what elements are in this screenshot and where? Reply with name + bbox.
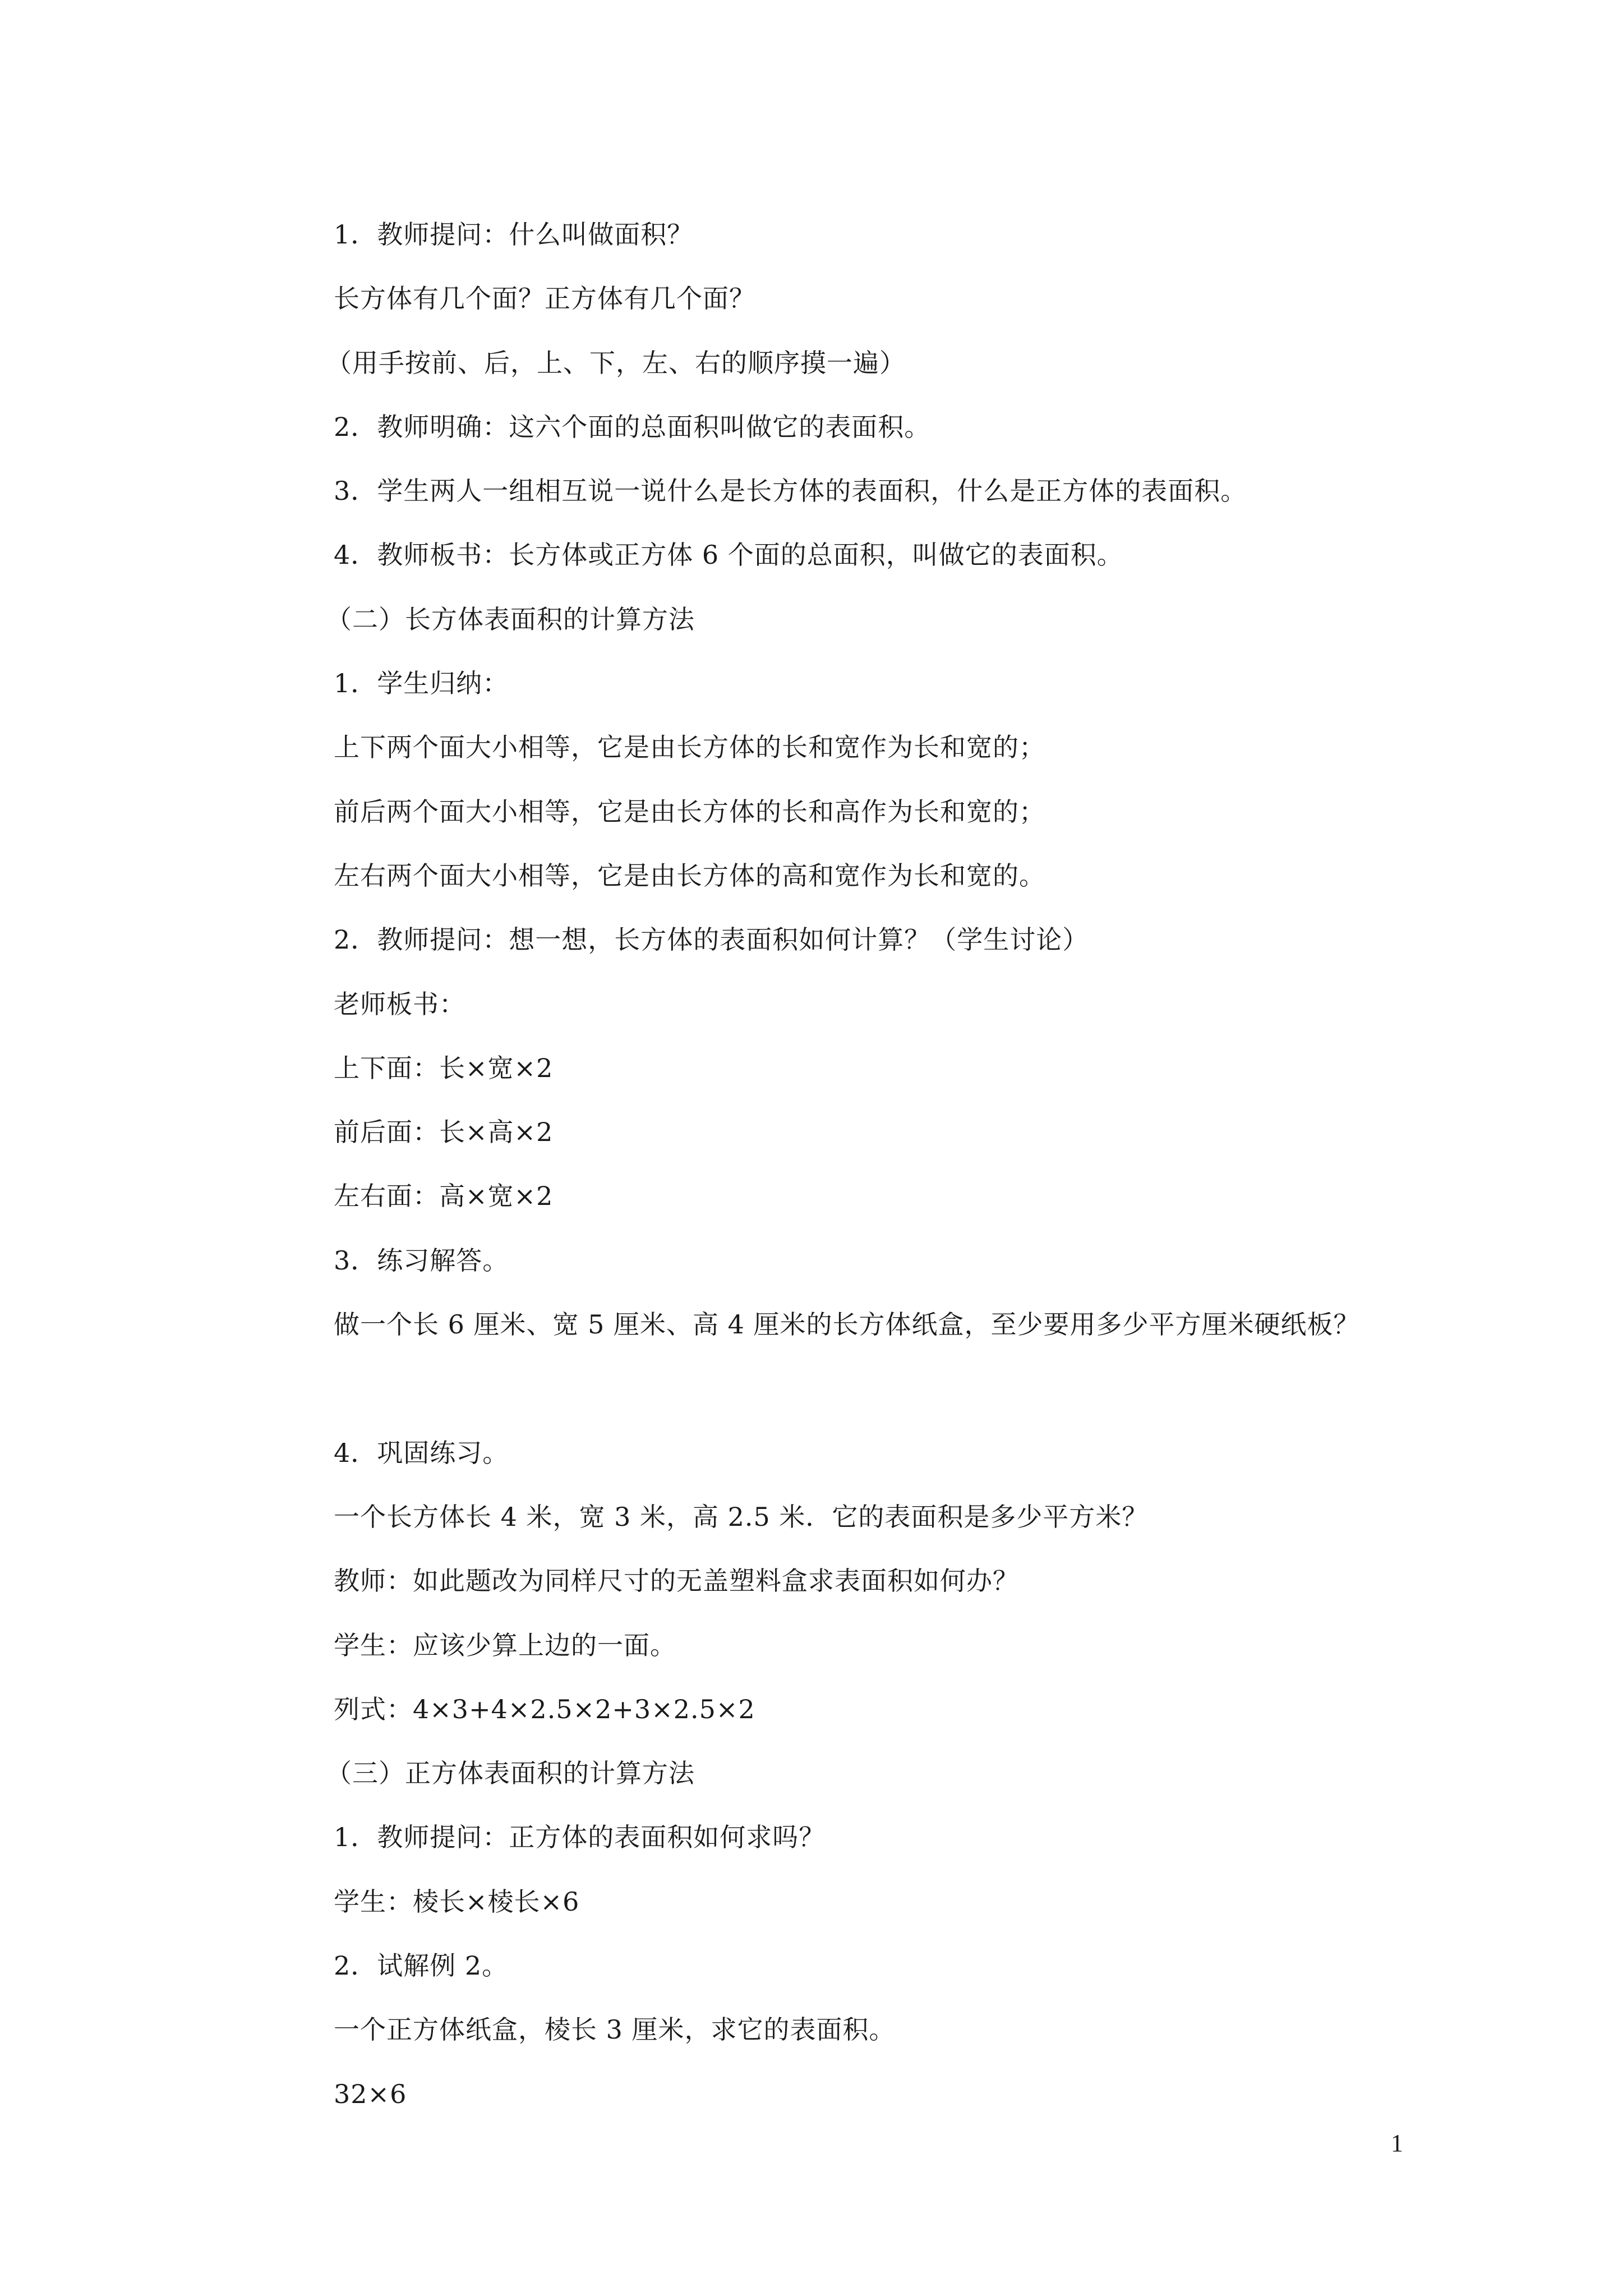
- paragraph-line: 4．巩固练习。: [334, 1437, 509, 1468]
- paragraph-line: 2．教师提问：想一想，长方体的表面积如何计算？（学生讨论）: [334, 924, 1089, 955]
- paragraph-line: 做一个长 6 厘米、宽 5 厘米、高 4 厘米的长方体纸盒，至少要用多少平方厘米硬纸板？: [334, 1309, 1360, 1340]
- blank-line: [334, 1364, 1455, 1428]
- paragraph-line: 左右两个面大小相等，它是由长方体的高和宽作为长和宽的。: [334, 860, 1045, 891]
- formula-line: 列式：4×3+4×2.5×2+3×2.5×2: [334, 1694, 755, 1724]
- paragraph-line: 4．教师板书：长方体或正方体 6 个面的总面积，叫做它的表面积。: [334, 540, 1123, 570]
- paragraph-line: （用手按前、后，上、下，左、右的顺序摸一遍）: [326, 347, 906, 378]
- page-number: 1: [1391, 2129, 1403, 2157]
- paragraph-line: 2．教师明确：这六个面的总面积叫做它的表面积。: [334, 411, 931, 442]
- section-heading: （三）正方体表面积的计算方法: [326, 1758, 695, 1789]
- paragraph-line: 一个长方体长 4 米，宽 3 米，高 2.5 米．它的表面积是多少平方米？: [334, 1501, 1149, 1532]
- paragraph-line: 上下两个面大小相等，它是由长方体的长和宽作为长和宽的；: [334, 732, 1045, 763]
- paragraph-line: 3．学生两人一组相互说一说什么是长方体的表面积，什么是正方体的表面积。: [334, 476, 1247, 507]
- formula-line: 学生：棱长×棱长×6: [334, 1886, 580, 1917]
- document-body: [326, 210, 1455, 2133]
- paragraph-line: 1．教师提问：什么叫做面积？: [334, 219, 694, 250]
- paragraph-line: 3．练习解答。: [334, 1245, 509, 1276]
- paragraph-line: 学生：应该少算上边的一面。: [334, 1630, 676, 1660]
- section-heading: （二）长方体表面积的计算方法: [326, 604, 695, 634]
- formula-line: 上下面：长×宽×2: [334, 1052, 554, 1083]
- paragraph-line: 一个正方体纸盒，棱长 3 厘米，求它的表面积。: [334, 2014, 896, 2045]
- formula-line: 前后面：长×高×2: [334, 1117, 554, 1148]
- paragraph-line: 前后两个面大小相等，它是由长方体的长和高作为长和宽的；: [334, 796, 1045, 827]
- paragraph-line: 1．教师提问：正方体的表面积如何求吗？: [334, 1822, 826, 1853]
- paragraph-line: 长方体有几个面？正方体有几个面？: [334, 283, 755, 314]
- paragraph-line: 2．试解例 2。: [334, 1950, 509, 1981]
- paragraph-line: 老师板书：: [334, 988, 465, 1019]
- formula-line: 32×6: [334, 2078, 407, 2109]
- paragraph-line: 1．学生归纳：: [334, 668, 509, 699]
- paragraph-line: 教师：如此题改为同样尺寸的无盖塑料盒求表面积如何办？: [334, 1566, 1019, 1596]
- formula-line: 左右面：高×宽×2: [334, 1181, 554, 1212]
